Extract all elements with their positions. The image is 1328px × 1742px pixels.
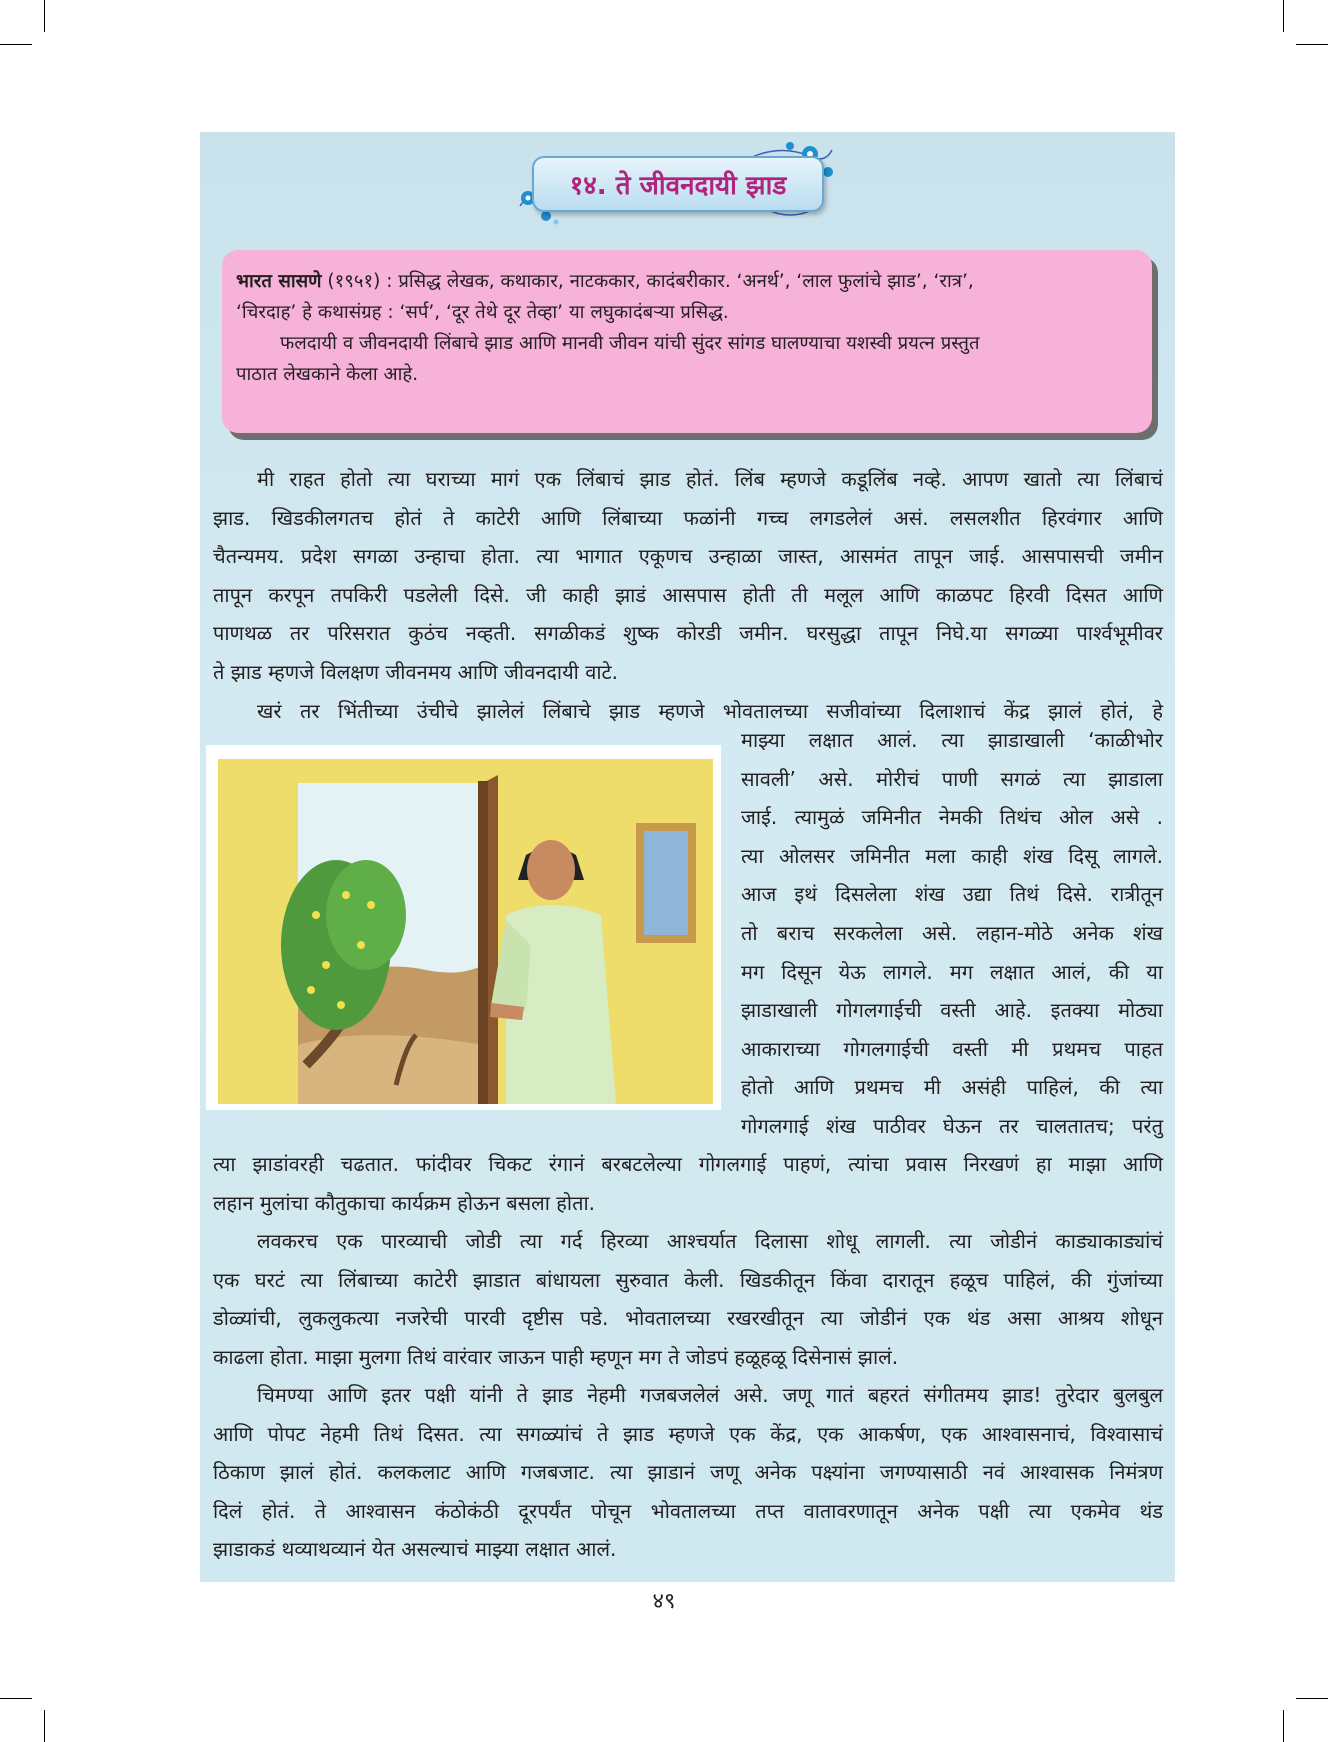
text-line: झाड. खिडकीलगतच होतं ते काटेरी आणि लिंबाच्या फळांनी गच्च लगडलेलं असं. लसलशीत हिरवंगार आणि xyxy=(213,505,1163,530)
text-line: पाणथळ तर परिसरात कुठंच नव्हती. सगळीकडं शुष्क कोरडी जमीन. घरसुद्धा तापून निघे.या सगळ्या पार्श्वभूमीवर xyxy=(213,621,1163,646)
text-line: लवकरच एक पारव्याची जोडी त्या गर्द हिरव्या आश्चर्यात दिलासा शोधू लागली. त्या जोडीनं काड्याकाड्यांचं xyxy=(257,1229,1163,1253)
text-line: सावली’ असे. मोरीचं पाणी सगळं त्या झाडाला xyxy=(741,766,1163,791)
crop-mark xyxy=(1296,1698,1328,1699)
text-line: आणि पोपट नेहमी तिथं दिसत. त्या सगळ्यांचं ते झाड म्हणजे एक केंद्र, एक आकर्षण, एक आश्वासनाचं, विश्वासाचं xyxy=(213,1421,1163,1446)
text-line: झाडाकडं थव्याथव्यानं येत असल्याचं माझ्या लक्षात आलं. xyxy=(213,1537,617,1562)
crop-mark xyxy=(0,1698,32,1699)
text-line: दिलं होतं. ते आश्वासन कंठोकंठी दूरपर्यंत पोचून भोवतालच्या तप्त वातावरणातून अनेक पक्षी त्या एकमेव थंड xyxy=(213,1498,1163,1523)
text-line: खरं तर भिंतीच्या उंचीचे झालेलं लिंबाचे झाड म्हणजे भोवतालच्या सजीवांच्या दिलाशाचं केंद्र झालं होतं, हे xyxy=(257,698,1163,723)
text-line: होतो आणि प्रथमच मी असंही पाहिलं, की त्या xyxy=(741,1075,1163,1100)
paragraph-2-side xyxy=(741,721,1163,1146)
text-line: डोळ्यांची, लुकलुकत्या नजरेची पारवी दृष्टीस पडे. भोवतालच्या रखरखीतून त्या जोडीनं एक थंड असा आश्रय शोधून xyxy=(213,1306,1163,1331)
illustration-image xyxy=(206,745,721,1110)
crop-mark xyxy=(1283,1710,1284,1742)
chapter-title: १४. ते जीवनदायी झाड xyxy=(569,171,787,201)
text-line: तो बराच सरकलेला असे. लहान-मोठे अनेक शंख xyxy=(741,920,1163,945)
author-info-line: फलदायी व जीवनदायी लिंबाचे झाड आणि मानवी जीवन यांची सुंदर सांगड घालण्याचा यशस्वी प्रयत्न प्रस्तुत xyxy=(280,333,980,354)
text-line: गोगलगाई शंख पाठीवर घेऊन तर चालतातच; परंतु xyxy=(741,1113,1163,1138)
text-line: एक घरटं त्या लिंबाच्या काटेरी झाडात बांधायला सुरुवात केली. खिडकीतून किंवा दारातून हळूच पाहिलं, की गुंजांच्या xyxy=(213,1267,1163,1292)
title-box xyxy=(532,156,824,212)
text-line: काढला होता. माझा मुलगा तिथं वारंवार जाऊन पाही म्हणून मग ते जोडपं हळूहळू दिसेनासं झालं. xyxy=(213,1344,899,1369)
text-line: त्या ओलसर जमिनीत मला काही शंख दिसू लागले. xyxy=(741,843,1163,868)
paragraph-3 xyxy=(213,1222,1163,1376)
text-line: आकाराच्या गोगलगाईची वस्ती मी प्रथमच पाहत xyxy=(741,1036,1163,1061)
text-line: जाई. त्यामुळं जमिनीत नेमकी तिथंच ओल असे . xyxy=(741,805,1163,830)
text-line: आज इथं दिसलेला शंख उद्या तिथं दिसे. रात्रीतून xyxy=(741,882,1163,907)
crop-mark xyxy=(44,1710,45,1742)
text-line: चैतन्यमय. प्रदेश सगळा उन्हाचा होता. त्या भागात एकूणच उन्हाळा जास्त, आसमंत तापून जाई. आसपासची जमीन xyxy=(213,544,1163,569)
text-line: झाडाखाली गोगलगाईची वस्ती आहे. इतक्या मोठ्या xyxy=(741,998,1163,1023)
author-info-line: ‘चिरदाह’ हे कथासंग्रह : ‘सर्प’, ‘दूर तेथे दूर तेव्हा’ या लघुकादंबऱ्या प्रसिद्ध. xyxy=(236,302,729,323)
text-line: मग दिसून येऊ लागले. मग लक्षात आलं, की या xyxy=(741,959,1163,984)
text-line: ते झाड म्हणजे विलक्षण जीवनमय आणि जीवनदायी वाटे. xyxy=(213,659,618,684)
text-line: लहान मुलांचा कौतुकाचा कार्यक्रम होऊन बसला होता. xyxy=(213,1190,596,1215)
page-number: ४९ xyxy=(652,1589,676,1614)
text-line: माझ्या लक्षात आलं. त्या झाडाखाली ‘काळीभोर xyxy=(741,728,1163,752)
text-line: चिमण्या आणि इतर पक्षी यांनी ते झाड नेहमी गजबजलेलं असे. जणू गातं बहरतं संगीतमय झाड! तुरेदार बुलबुल xyxy=(257,1383,1163,1407)
text-line: तापून करपून तपकिरी पडलेली दिसे. जी काही झाडं आसपास होती ती मलूल आणि काळपट हिरवी दिसत आणि xyxy=(213,582,1163,607)
crop-mark xyxy=(44,0,45,32)
text-line: ठिकाण झालं होतं. कलकलाट आणि गजबजाट. त्या झाडानं जणू अनेक पक्ष्यांना जगण्यासाठी नवं आश्वासक निमंत्रण xyxy=(213,1460,1163,1485)
paragraph-1 xyxy=(213,460,1163,730)
crop-mark xyxy=(1296,44,1328,45)
chapter-title-banner xyxy=(510,136,840,232)
crop-mark xyxy=(1283,0,1284,32)
illustration-man-at-door xyxy=(206,745,721,1110)
author-info-line: (१९५१) : प्रसिद्ध लेखक, कथाकार, नाटककार, कादंबरीकार. ‘अनर्थ’, ‘लाल फुलांचे झाड’, ‘रात्र’, xyxy=(321,271,974,292)
author-info-text xyxy=(236,266,1140,390)
paragraph-2-rest xyxy=(213,1145,1163,1222)
crop-mark xyxy=(0,44,32,45)
paragraph-4 xyxy=(213,1376,1163,1569)
author-info-line: पाठात लेखकाने केला आहे. xyxy=(236,364,419,385)
author-name: भारत सासणे xyxy=(236,271,322,292)
text-line: मी राहत होतो त्या घराच्या मागं एक लिंबाचं झाड होतं. लिंब म्हणजे कडूलिंब नव्हे. आपण खातो त्या लिंबाचं xyxy=(257,467,1163,491)
text-line: त्या झाडांवरही चढतात. फांदीवर चिकट रंगानं बरबटलेल्या गोगलगाई पाहणं, त्यांचा प्रवास निरखणं हा माझा आणि xyxy=(213,1152,1163,1176)
